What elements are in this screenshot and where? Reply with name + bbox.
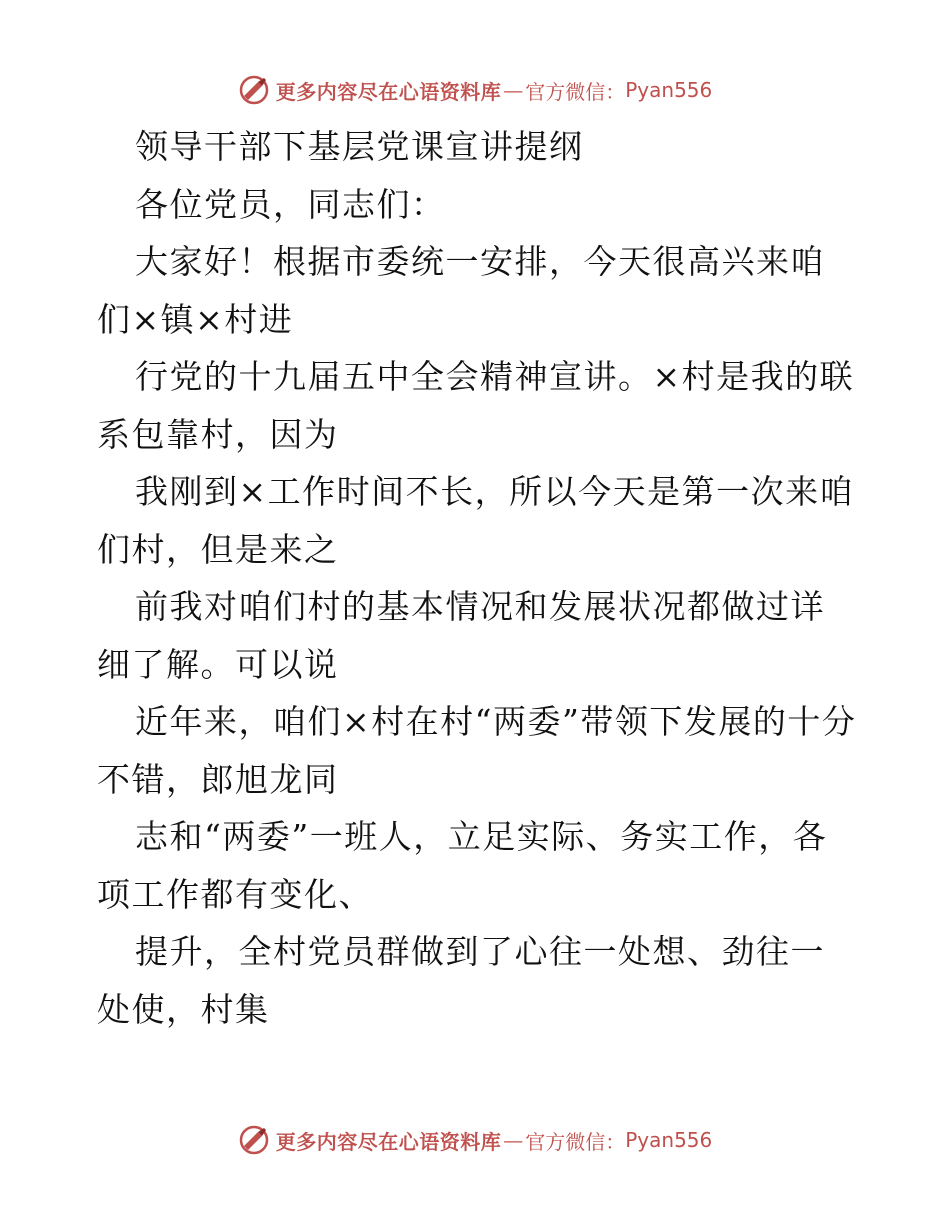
watermark-separator: —: [503, 1128, 524, 1152]
watermark-wechat-label: 官方微信：: [525, 79, 626, 104]
paragraph: 前我对咱们村的基本情况和发展状况都做过详细了解。可以说: [97, 587, 825, 684]
document-body: [97, 118, 857, 1038]
paragraph: 行党的十九届五中全会精神宣讲。×村是我的联系包靠村，因为: [97, 357, 855, 454]
pen-logo-icon: [238, 74, 270, 106]
pen-logo-icon: [238, 1124, 270, 1156]
document-title: 领导干部下基层党课宣讲提纲: [135, 127, 584, 166]
document-greeting: 各位党员，同志们：: [135, 184, 446, 224]
paragraph: 我刚到×工作时间不长，所以今天是第一次来咱们村，但是来之: [97, 472, 855, 569]
paragraph: 大家好！根据市委统一安排，今天很高兴来咱们×镇×村进: [97, 242, 825, 339]
paragraph: 近年来，咱们×村在村“两委”带领下发展的十分不错，郎旭龙同: [97, 702, 857, 799]
watermark-brand-text: 更多内容尽在心语资料库: [275, 1129, 502, 1154]
watermark-wechat-label: 官方微信：: [525, 1129, 626, 1154]
paragraph: 提升，全村党员群做到了心往一处想、劲往一处使，村集: [97, 932, 825, 1029]
paragraph: 志和“两委”一班人，立足实际、务实工作，各项工作都有变化、: [97, 817, 828, 914]
watermark-separator: —: [503, 78, 524, 102]
header-watermark: [0, 70, 950, 110]
watermark-wechat-id: Pyan556: [625, 1128, 713, 1152]
watermark-brand-text: 更多内容尽在心语资料库: [275, 79, 502, 104]
watermark-wechat-id: Pyan556: [625, 78, 713, 102]
footer-watermark: [0, 1120, 950, 1160]
